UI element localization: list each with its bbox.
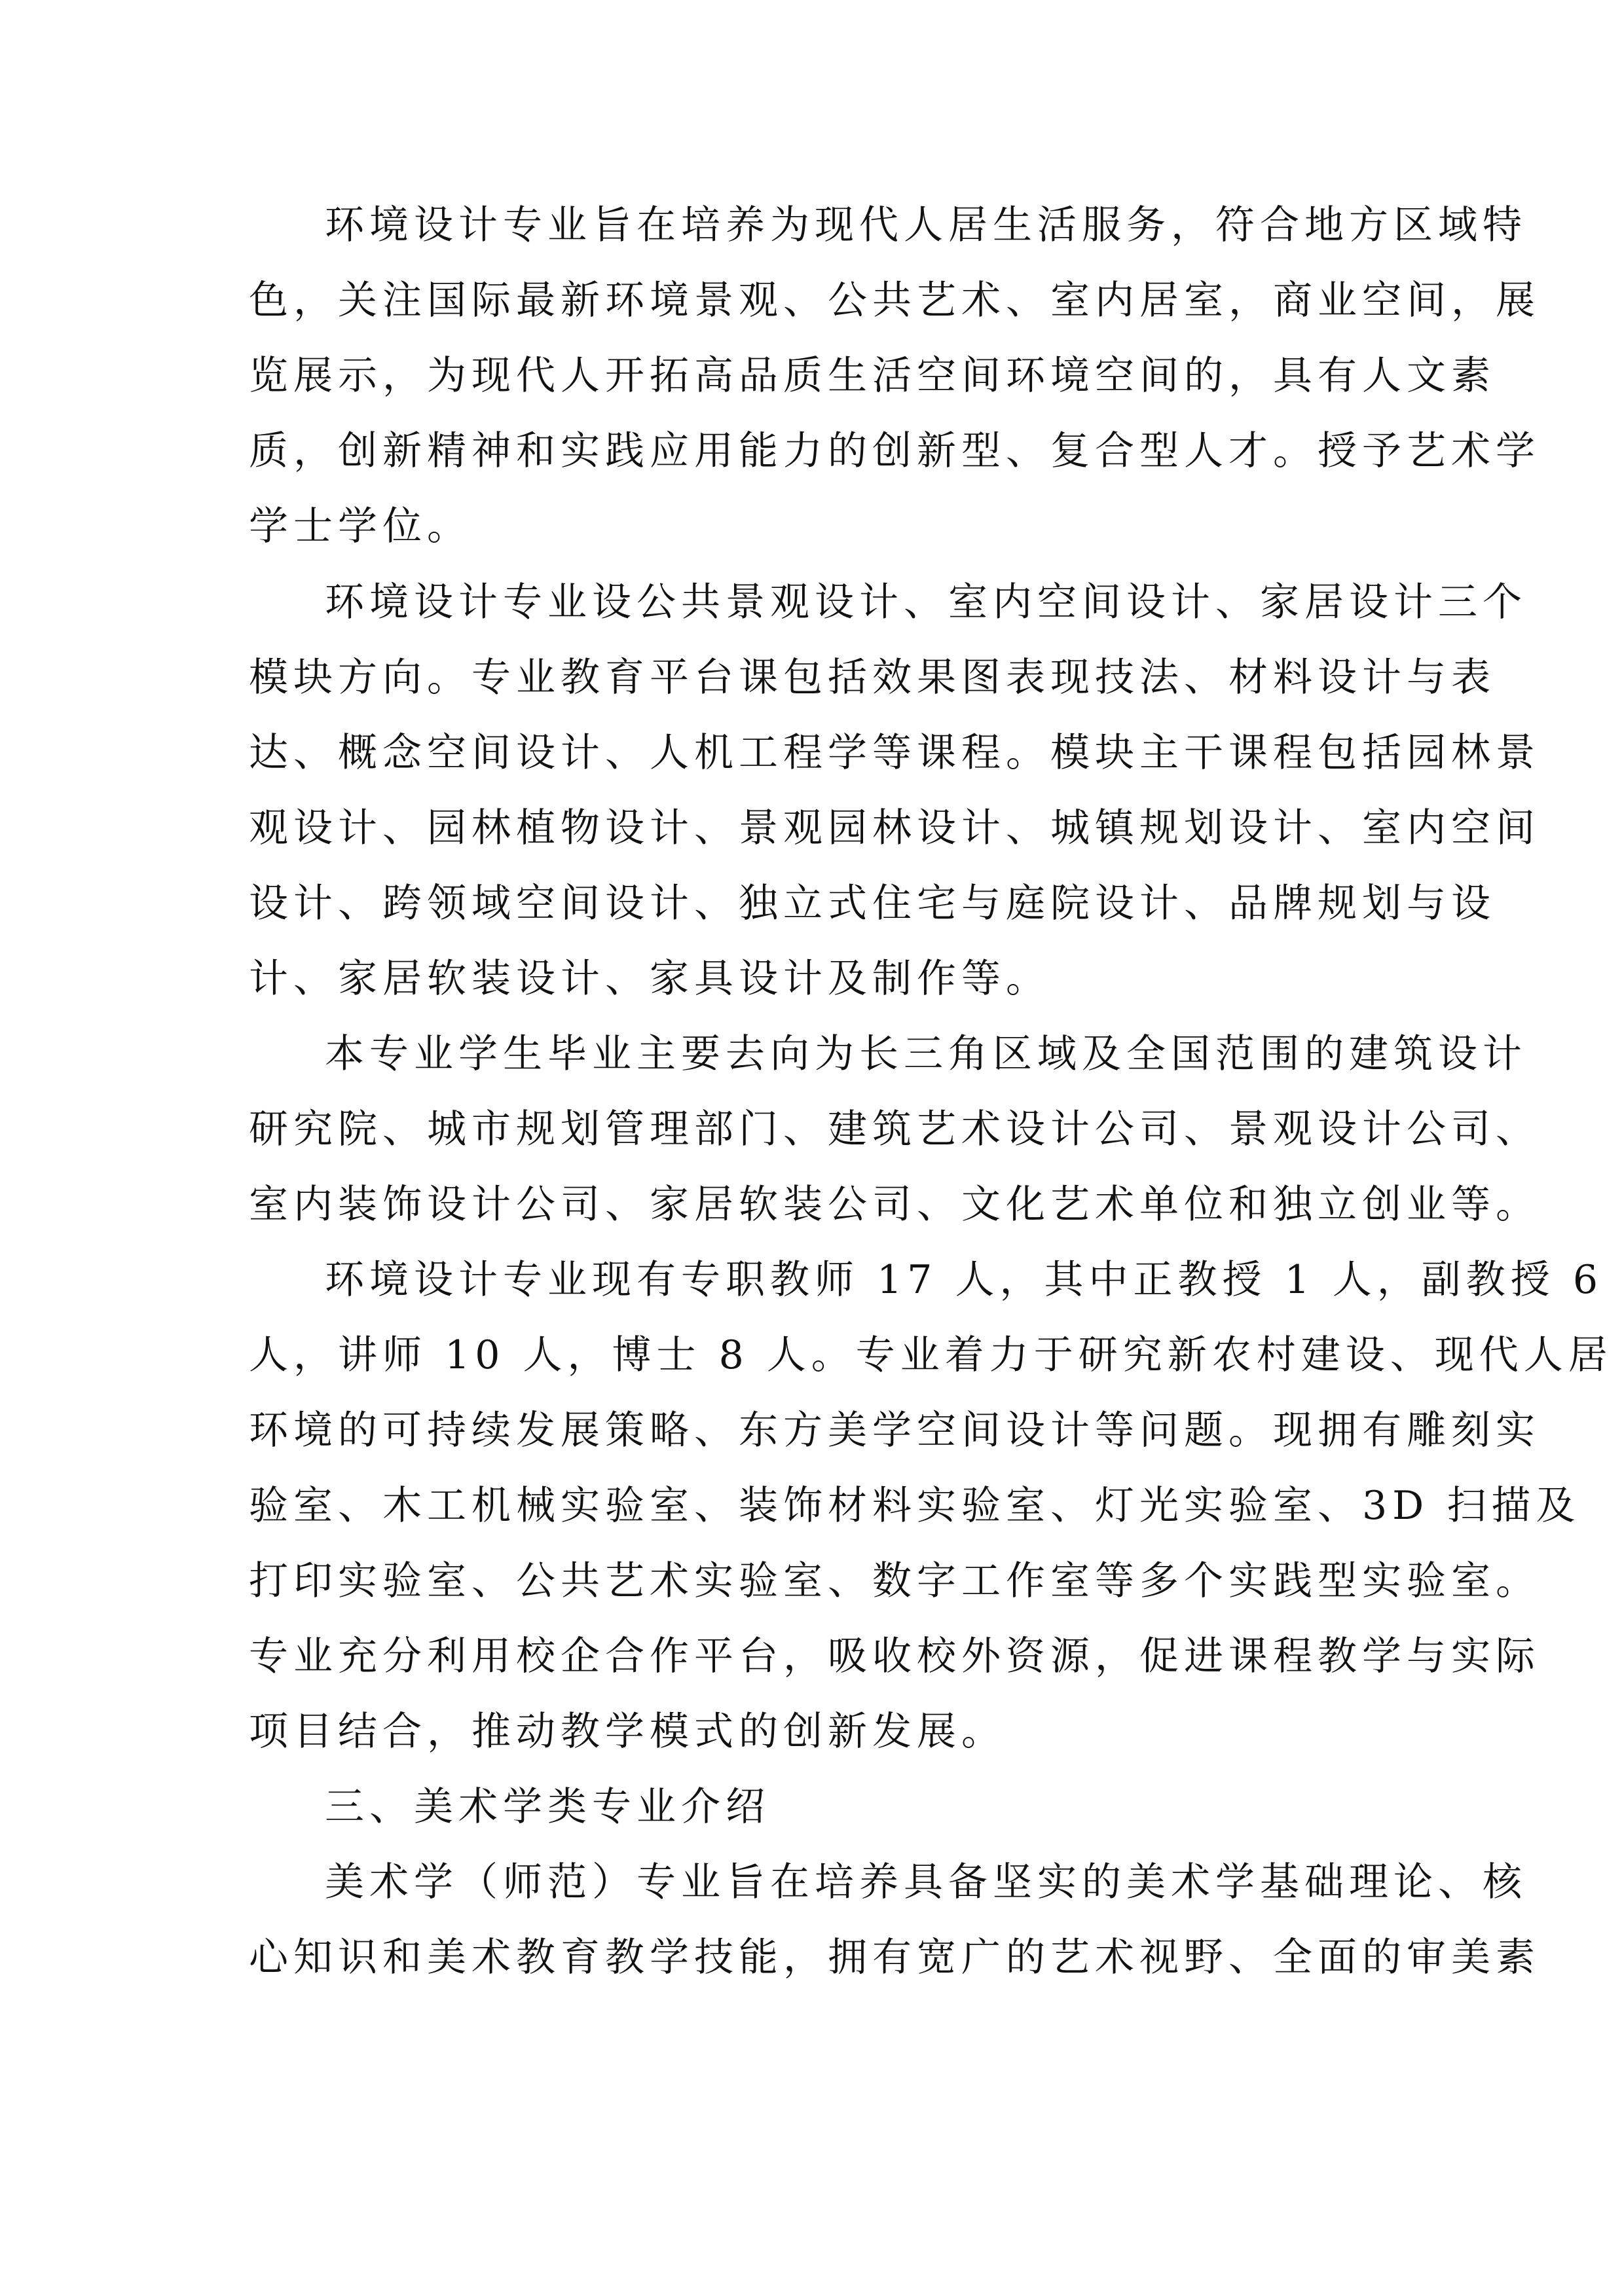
paragraph-3-line-1: 本专业学生毕业主要去向为长三角区域及全国范围的建筑设计	[325, 1031, 1527, 1077]
paragraph-4-line-5: 打印实验室、公共艺术实验室、数字工作室等多个实践型实验室。	[249, 1558, 1540, 1604]
paragraph-2-line-1: 环境设计专业设公共景观设计、室内空间设计、家居设计三个	[325, 579, 1527, 625]
paragraph-1-line-1: 环境设计专业旨在培养为现代人居生活服务，符合地方区域特	[325, 202, 1527, 248]
paragraph-2-line-4: 观设计、园林植物设计、景观园林设计、城镇规划设计、室内空间	[249, 805, 1540, 851]
paragraph-1-line-3: 览展示，为现代人开拓高品质生活空间环境空间的，具有人文素	[249, 353, 1496, 399]
paragraph-4-line-7: 项目结合，推动教学模式的创新发展。	[249, 1709, 1006, 1755]
paragraph-1-line-2: 色，关注国际最新环境景观、公共艺术、室内居室，商业空间，展	[249, 278, 1540, 323]
paragraph-4-line-4: 验室、木工机械实验室、装饰材料实验室、灯光实验室、3D 扫描及	[249, 1483, 1581, 1529]
paragraph-4-line-1: 环境设计专业现有专职教师 17 人，其中正教授 1 人，副教授 6	[325, 1257, 1604, 1303]
paragraph-2-line-6: 计、家居软装设计、家具设计及制作等。	[249, 956, 1050, 1002]
paragraph-2-line-2: 模块方向。专业教育平台课包括效果图表现技法、材料设计与表	[249, 655, 1496, 701]
paragraph-1-line-5: 学士学位。	[249, 503, 471, 549]
paragraph-3-line-2: 研究院、城市规划管理部门、建筑艺术设计公司、景观设计公司、	[249, 1106, 1540, 1152]
paragraph-4-line-2: 人，讲师 10 人，博士 8 人。专业着力于研究新农村建设、现代人居	[249, 1332, 1613, 1378]
paragraph-4-line-6: 专业充分利用校企合作平台，吸收校外资源，促进课程教学与实际	[249, 1633, 1540, 1679]
paragraph-5-line-1: 美术学（师范）专业旨在培养具备坚实的美术学基础理论、核	[325, 1859, 1527, 1905]
paragraph-1-line-4: 质，创新精神和实践应用能力的创新型、复合型人才。授予艺术学	[249, 428, 1540, 474]
paragraph-2-line-3: 达、概念空间设计、人机工程学等课程。模块主干课程包括园林景	[249, 730, 1540, 776]
paragraph-5-line-2: 心知识和美术教育教学技能，拥有宽广的艺术视野、全面的审美素	[249, 1935, 1540, 1980]
paragraph-4-line-3: 环境的可持续发展策略、东方美学空间设计等问题。现拥有雕刻实	[249, 1408, 1540, 1453]
section-heading: 三、美术学类专业介绍	[325, 1784, 770, 1830]
paragraph-3-line-3: 室内装饰设计公司、家居软装公司、文化艺术单位和独立创业等。	[249, 1182, 1540, 1228]
paragraph-2-line-5: 设计、跨领域空间设计、独立式住宅与庭院设计、品牌规划与设	[249, 881, 1496, 926]
